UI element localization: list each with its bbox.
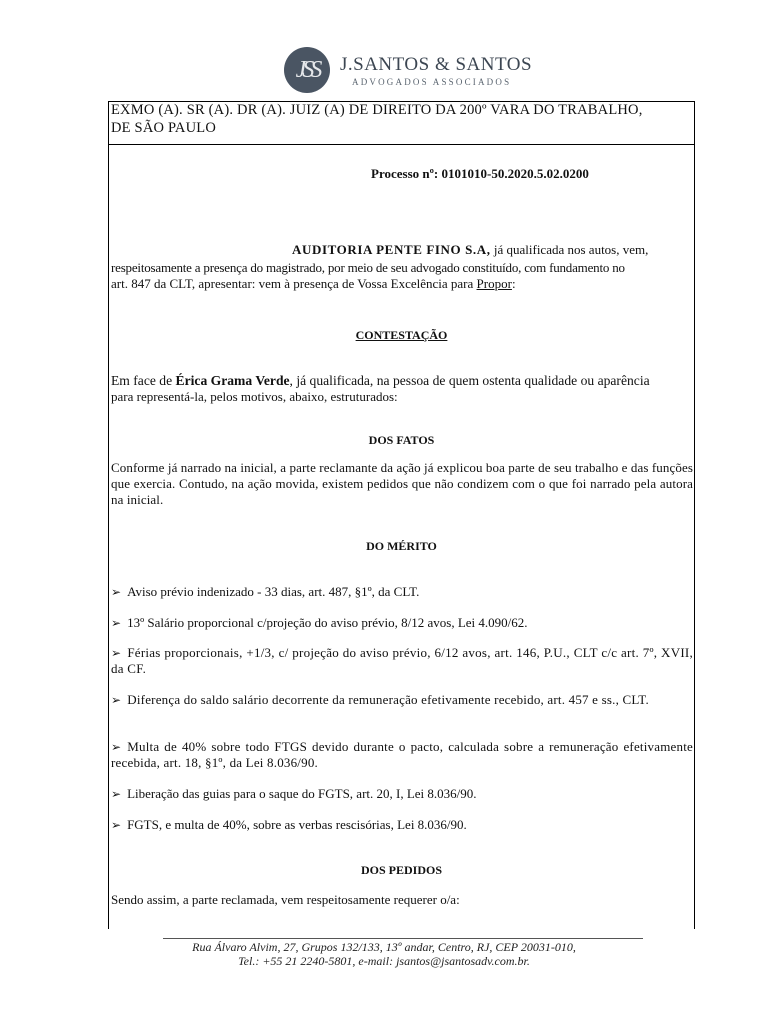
- face-line-2: para representá-la, pelos motivos, abaixo, estruturados:: [111, 389, 398, 404]
- fatos-heading: DOS FATOS: [368, 433, 435, 447]
- addressee-line-2: DE SÃO PAULO: [111, 120, 216, 136]
- merito-item: ➢ 13º Salário proporcional c/projeção do aviso prévio, 8/12 avos, Lei 4.090/62.: [111, 615, 528, 631]
- firm-subtitle: ADVOGADOS ASSOCIADOS: [352, 77, 512, 87]
- intro-line-3: [111, 276, 516, 292]
- process-number: Processo nº: 0101010-50.2020.5.02.0200: [371, 166, 589, 181]
- intro-line-1-rest: já qualificada nos autos, vem,: [490, 242, 649, 257]
- intro-line-2: respeitosamente a presença do magistrado, por meio de seu advogado constituído, com fundamento no: [111, 260, 625, 275]
- pedidos-text: Sendo assim, a parte reclamada, vem respeitosamente requerer o/a:: [111, 892, 460, 907]
- merito-item: ➢ FGTS, e multa de 40%, sobre as verbas rescisórias, Lei 8.036/90.: [111, 817, 467, 833]
- addressee-line-1: EXMO (A). SR (A). DR (A). JUIZ (A) DE DIREITO DA 200º VARA DO TRABALHO,: [111, 102, 643, 118]
- face-line-1: [111, 373, 650, 389]
- intro-line-3-text: art. 847 da CLT, apresentar: vem à presença de Vossa Excelência para: [111, 276, 477, 291]
- merito-item: ➢ Férias proporcionais, +1/3, c/ projeção do aviso prévio, 6/12 avos, art. 146, P.U., CLT c/c art. 7º, XVII, da CF.: [111, 645, 693, 677]
- pedidos-heading: DOS PEDIDOS: [360, 863, 443, 877]
- footer-divider: [163, 938, 643, 939]
- fatos-text: Conforme já narrado na inicial, a parte reclamante da ação já explicou boa parte de seu trabalho e das funções que exercia. Contudo, na ação movida, existem pedidos que não condizem com o que foi narrado pela autora na inicial.: [111, 460, 694, 507]
- intro-line-1: [292, 242, 693, 258]
- logo-monogram: JSS: [295, 56, 319, 83]
- letterhead: [0, 44, 768, 100]
- merito-item: ➢ Diferença do saldo salário decorrente da remuneração efetivamente recebido, art. 457 e ss., CLT.: [111, 692, 693, 708]
- firm-logo: [284, 47, 330, 93]
- company-name: AUDITORIA PENTE FINO S.A,: [292, 242, 491, 257]
- intro-line-3-end: :: [511, 276, 516, 291]
- merito-item: ➢ Aviso prévio indenizado - 33 dias, art. 487, §1º, da CLT.: [111, 584, 419, 600]
- footer-address: Rua Álvaro Alvim, 27, Grupos 132/133, 13º andar, Centro, RJ, CEP 20031-010,: [192, 940, 576, 954]
- merito-heading: DO MÉRITO: [366, 539, 437, 553]
- contestacao-title: CONTESTAÇÃO: [355, 328, 448, 342]
- contestacao-heading: [108, 327, 695, 343]
- footer-contact: Tel.: +55 21 2240-5801, e-mail: jsantos@jsantosadv.com.br.: [238, 954, 530, 968]
- face-pre: Em face de: [111, 373, 176, 388]
- propor-text: Propor: [476, 276, 512, 291]
- document-frame: [108, 101, 695, 929]
- merito-item: ➢ Multa de 40% sobre todo FTGS devido durante o pacto, calculada sobre a remuneração efetivamente recebida, art. 18, §1º, da Lei 8.036/90.: [111, 739, 693, 771]
- face-post: , já qualificada, na pessoa de quem ostenta qualidade ou aparência: [289, 373, 650, 388]
- firm-name: J.SANTOS & SANTOS: [340, 54, 533, 75]
- plaintiff-name: Érica Grama Verde: [175, 373, 290, 388]
- merito-item: ➢ Liberação das guias para o saque do FGTS, art. 20, I, Lei 8.036/90.: [111, 786, 477, 802]
- addressee-divider: [109, 144, 694, 145]
